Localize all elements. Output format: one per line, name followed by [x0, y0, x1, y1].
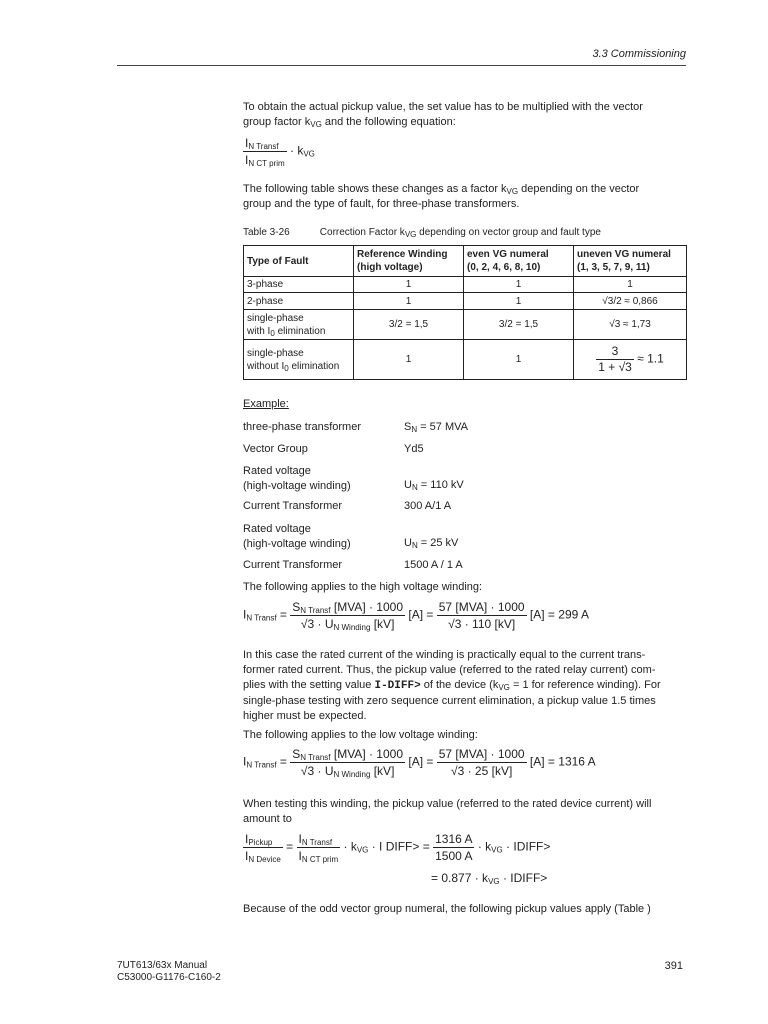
- example-label: three-phase transformer: [243, 421, 361, 433]
- rated-current-paragraph: In this case the rated current of the winding is practically equal to the current trans- former rated current. Thus, the pickup value (referred to the rated relay current) com- plies with the setting value I-DIFF> of the device ($k_{VG} = 1$ for reference winding). For single-phase testing with zero sequence current elimination, a pickup value 1.5 times higher must be expected.: [243, 649, 661, 722]
- correction-factor-table: [243, 245, 687, 380]
- equation-pickup: $\frac{I_{Pickup}}{I_{N Device}}$ = $\frac{I_{N Transf}}{I_{N CT prim}}$ · $k_{VG} \cdot I$ DIFF> = $\frac{1316 A}{1500 A}$ · $k_{VG}$ · IDIFF>: [245, 832, 551, 864]
- intro-paragraph: [243, 100, 688, 130]
- testing-paragraph: When testing this winding, the pickup value (referred to the rated device current) will amount to: [243, 798, 652, 825]
- fraction-lv-formula: $\frac{S_{N Transf} [MVA] \cdot 1000}{√3 \cdot U_{N Winding} [kV]}$: [292, 747, 404, 779]
- table-header-row: [244, 246, 687, 277]
- intro-line-1: To obtain the actual pickup value, the set value has to be multiplied with the vector: [243, 101, 643, 113]
- fraction-transf-over-ct: $\frac{I_{N Transf}}{I_{N CT prim}}$: [245, 136, 285, 168]
- table-row: 3-phase 1 1 1: [244, 277, 687, 293]
- hv-intro: The following applies to the high voltage winding:: [243, 581, 483, 593]
- header-even-vg: even VG numeral (0, 2, 4, 6, 8, 10): [464, 246, 574, 277]
- intro-line-2: group factor $k_{VG}$ and the following equation:: [243, 116, 456, 129]
- header-uneven-vg: uneven VG numeral (1, 3, 5, 7, 9, 11): [574, 246, 687, 277]
- example-value: Yd5: [404, 443, 424, 455]
- equation-pickup-result: = $0.877 \cdot k_{VG}$ · IDIFF>: [431, 871, 548, 886]
- table-row: single-phase with $I_0$ elimination 3/2 = 1,5 3/2 = 1,5 √3 ≈ 1,73: [244, 310, 687, 340]
- example-label: Rated voltage (high-voltage winding): [243, 523, 351, 550]
- table-caption: Table 3-26 Correction Factor $k_{VG}$ depending on vector group and fault type: [243, 227, 601, 239]
- page-number: 391: [664, 960, 683, 972]
- table-row: 2-phase 1 1 √3/2 ≈ 0,866: [244, 293, 687, 310]
- equation-vector-group: $\frac{I_{N Transf}}{I_{N CT prim}}$ · $k_{VG}$: [245, 136, 315, 168]
- setting-code: I-DIFF>: [374, 680, 421, 692]
- fraction-transf-over-ct-prim: $\frac{I_{N Transf}}{I_{N CT prim}}$: [298, 832, 339, 864]
- example-value: $S_N = 57$ MVA: [404, 421, 468, 434]
- example-label: Rated voltage (high-voltage winding): [243, 465, 351, 492]
- header-type-of-fault: Type of Fault: [244, 246, 354, 277]
- equation-hv-current: $I_{N Transf}$ = $\frac{S_{N Transf} [MVA] \cdot 1000}{√3 \cdot U_{N Winding} [kV]}$ [A] = $\frac{\text{57 [MVA] · 1000}}{√3 \cdot 110 [kV]}$ [A] = 299 A: [243, 600, 589, 632]
- header-reference-winding: Reference Winding (high voltage): [354, 246, 464, 277]
- example-label: Current Transformer: [243, 500, 343, 512]
- fraction-hv-values: $\frac{\text{57 [MVA] · 1000}}{√3 \cdot 110 [kV]}$: [438, 600, 525, 631]
- fraction-lv-values: $\frac{\text{57 [MVA] · 1000}}{√3 \cdot 25 [kV]}$: [438, 747, 525, 778]
- example-value: 300 A/1 A: [404, 500, 452, 512]
- fraction-hv-formula: $\frac{S_{N Transf} [MVA] \cdot 1000}{√3 \cdot U_{N Winding} [kV]}$: [292, 600, 404, 632]
- example-value: $U_N = 110$ kV: [404, 479, 464, 492]
- fraction-pickup-over-device: $\frac{I_{Pickup}}{I_{N Device}}$: [245, 832, 281, 864]
- example-title: Example:: [243, 398, 289, 410]
- section-header: 3.3 Commissioning: [592, 48, 686, 60]
- example-value: $U_N = 25$ kV: [404, 537, 459, 550]
- lv-intro: The following applies to the low voltage winding:: [243, 729, 478, 741]
- example-label: Current Transformer: [243, 559, 343, 571]
- equation-lv-current: $I_{N Transf}$ = $\frac{S_{N Transf} [MVA] \cdot 1000}{√3 \cdot U_{N Winding} [kV]}$ [A] = $\frac{\text{57 [MVA] · 1000}}{√3 \cdot 25 [kV]}$ [A] = 1316 A: [243, 747, 596, 779]
- footer-manual-info: 7UT613/63x Manual C53000-G1176-C160-2: [117, 960, 221, 983]
- fraction-1316-over-1500: $\frac{1316 A}{1500 A}$: [435, 832, 473, 863]
- fraction-three-over-one-plus-root-three: $\frac{3}{1 + √3}$: [598, 344, 632, 374]
- table-intro-paragraph: The following table shows these changes as a factor $k_{VG}$ depending on the vector group and the type of fault, for three-phase transformers.: [243, 183, 640, 210]
- closing-paragraph: Because of the odd vector group numeral, the following pickup values apply (Table ): [243, 903, 651, 915]
- example-label: Vector Group: [243, 443, 308, 455]
- example-value: 1500 A / 1 A: [404, 559, 463, 571]
- table-row: single-phase without $I_0$ elimination 1 1 $\frac{3}{1 + √3}$ ≈ 1.1: [244, 340, 687, 380]
- header-rule: [117, 65, 686, 66]
